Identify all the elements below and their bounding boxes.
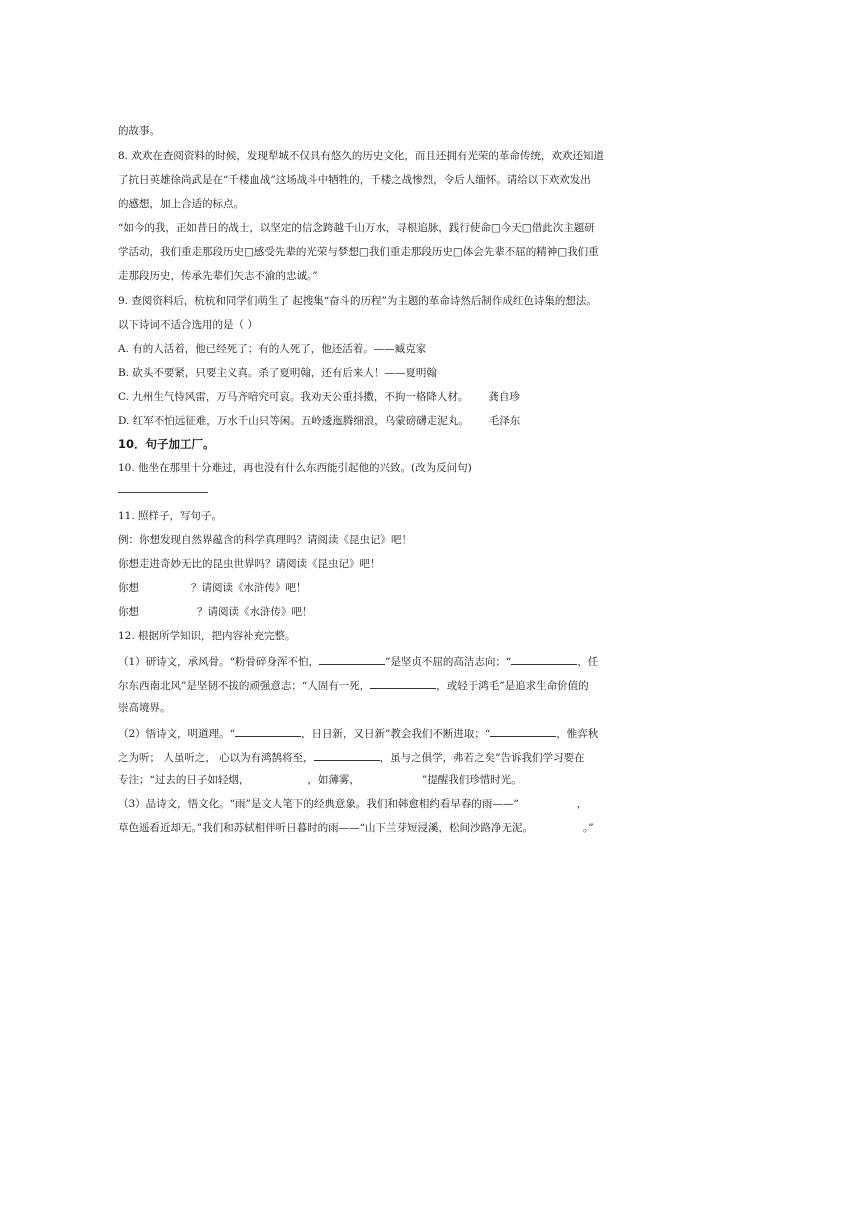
answer-blank[interactable]: [511, 654, 577, 665]
example-line: 你想走进奇妙无比的昆虫世界吗？请阅读《昆虫记》吧！: [118, 558, 381, 570]
quote-line: 走那段历史，传承先辈们矢志不渝的忠诚。”: [118, 270, 318, 282]
text-segment: ，惟弈秋: [556, 728, 599, 740]
text-line: 的感想，加上合适的标点。: [118, 198, 244, 210]
text-segment: ，任: [577, 656, 599, 668]
option-d: [118, 415, 758, 427]
question-9-line: 9. 查阅资料后，杭杭和同学们萌生了 起搜集“奋斗的历程”为主题的革命诗然后制作成红色诗集的想法。: [118, 295, 597, 307]
answer-line: [118, 492, 208, 493]
question-11-line: 11. 照样子，写句子。: [118, 510, 223, 522]
text-segment: ，如薄雾，: [307, 774, 360, 786]
fill-line: [118, 774, 758, 786]
option-c: [118, 391, 758, 403]
fill-line: [118, 654, 758, 668]
text-segment: （3）品诗文，悟文化。“雨”是文人笔下的经典意象。我们和韩愈相约看早春的雨——“: [118, 798, 519, 810]
fill-line: [118, 726, 758, 740]
fill-line: [118, 750, 758, 764]
text-line: 了抗日英雄徐尚武是在“千楼血战”这场战斗中牺牲的，千楼之战惨烈，令后人缅怀。请给以下欢欢发出: [118, 174, 591, 186]
quote-line: 学活动，我们重走那段历史□感受先辈的光荣与梦想□我们重走那段历史□体会先辈不屈的精神□我们重: [118, 246, 599, 258]
question-8-line: 8. 欢欢在查阅资料的时候，发现犁城不仅具有悠久的历史文化，而且还拥有光荣的革命传统，欢欢还知道: [118, 150, 604, 162]
fill-line: [118, 822, 758, 834]
text-segment: ，: [576, 798, 588, 810]
text-segment: ，日日新，又日新”教会我们不断进取；“: [301, 728, 491, 740]
text-segment: （1）研诗文，承风骨。“粉骨碎身浑不怕，: [118, 656, 320, 668]
text-segment: ，或轻于鸿毛”是追求生命价值的: [436, 680, 589, 692]
answer-blank[interactable]: [314, 750, 380, 761]
text-line: 以下诗词不适合选用的是（ ）: [118, 319, 258, 331]
option-b: B. 砍头不要紧，只要主义真。杀了夏明翰，还有后来人！——夏明翰: [118, 367, 437, 379]
question-12-line: 12. 根据所学知识，把内容补充完整。: [118, 630, 296, 642]
text-segment: 草色遥看近却无。”我们和苏轼相伴听日暮时的雨——“山下兰芽短浸溪，松间沙路净无泥。: [118, 822, 533, 834]
text-segment: （2）悟诗文，明道理。“: [118, 728, 236, 740]
text-segment: ，虽与之俱学，弗若之矣”告诉我们学习要在: [379, 752, 585, 764]
fill-line: [118, 798, 758, 810]
fill-suffix: ？请阅读《水浒传》吧！: [191, 582, 307, 594]
fill-line: [118, 582, 758, 594]
text-segment: 。”: [582, 822, 594, 834]
text-segment: ”提醒我们珍惜时光。: [421, 774, 522, 786]
text-segment: 专注；“过去的日子如轻烟，: [118, 774, 250, 786]
fill-prefix: 你想: [118, 582, 139, 594]
fill-line: [118, 678, 758, 692]
text-segment: 之为听； 人虽听之， 心以为有鸿鹄将至，: [118, 752, 314, 764]
answer-blank[interactable]: [319, 654, 385, 665]
text-segment: 尔东西南北风”是坚韧不拔的顽强意志；“人固有一死，: [118, 680, 371, 692]
example-line: 例：你想发现自然界蕴含的科学真理吗？请阅读《昆虫记》吧！: [118, 534, 412, 546]
quote-line: “如今的我，正如昔日的战士，以坚定的信念跨越千山万水，寻根追脉，践行使命□今天□借此次主题研: [118, 222, 595, 234]
fill-line: [118, 606, 758, 618]
question-10-line: 10. 他坐在那里十分难过，再也没有什么东西能引起他的兴致。(改为反问句): [118, 462, 472, 474]
text-line: 崇高境界。: [118, 702, 171, 714]
answer-blank[interactable]: [235, 726, 301, 737]
section-heading: 10．句子加工厂。: [118, 437, 215, 451]
option-c-author: 龚自珍: [488, 391, 520, 403]
option-d-author: 毛泽东: [488, 415, 521, 427]
option-c-text: C. 九州生气恃风雷，万马齐喑究可哀。我劝天公重抖擞，不拘一格降人材。: [118, 391, 469, 403]
fill-suffix: ？请阅读《水浒传》吧！: [197, 606, 313, 618]
fill-prefix: 你想: [118, 606, 139, 618]
option-d-text: D. 红军不怕远征难，万水千山只等闲。五岭逶迤腾细浪，乌蒙磅礴走泥丸。: [118, 415, 469, 427]
text-line: 的故事。: [118, 125, 160, 137]
option-a: A. 有的人活着，他已经死了；有的人死了，他还活着。——臧克家: [118, 343, 427, 355]
answer-blank[interactable]: [490, 726, 556, 737]
text-segment: ”是坚贞不屈的高洁志向；“: [385, 656, 512, 668]
answer-blank[interactable]: [370, 678, 436, 689]
